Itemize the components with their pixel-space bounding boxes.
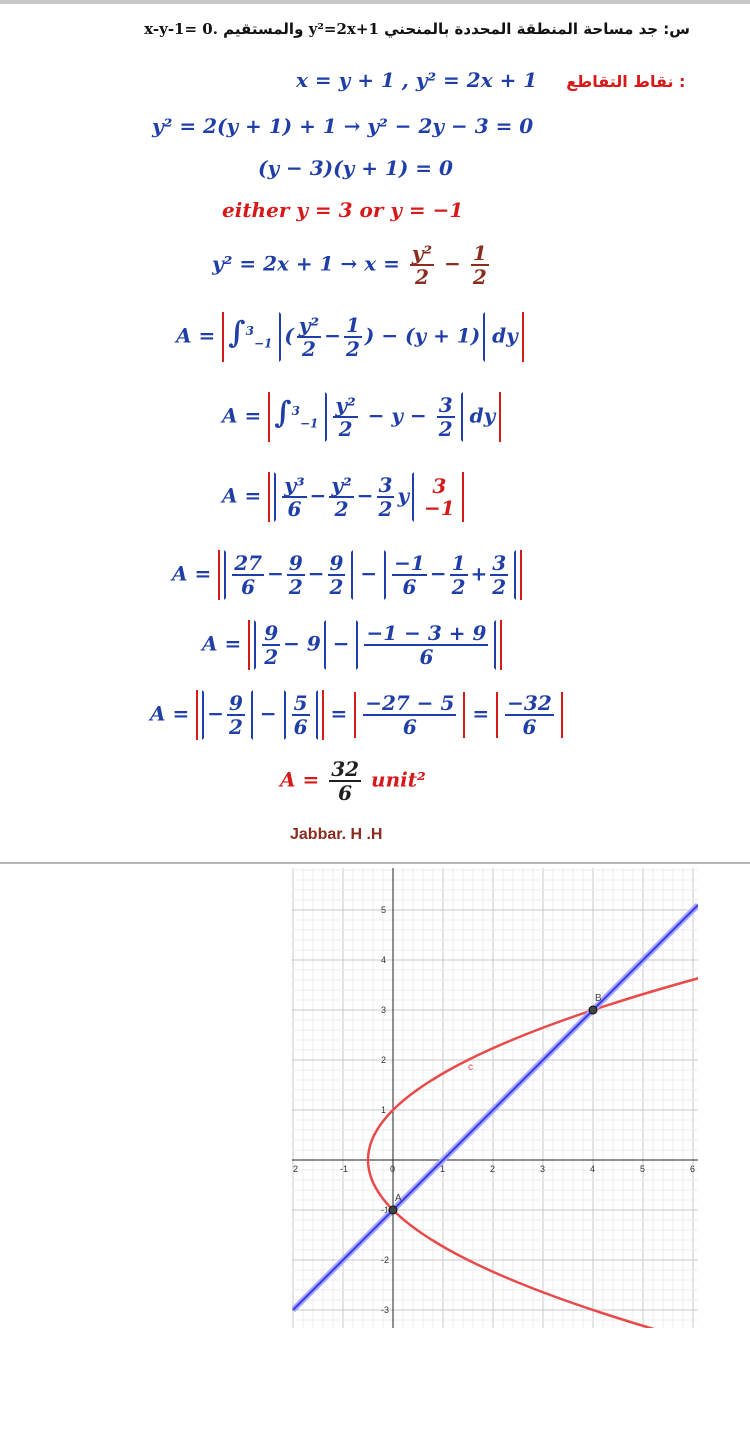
line-x-y-1 [293,905,698,1310]
x-tick-label: 5 [640,1164,646,1174]
integrand-middle: − y − [367,403,427,428]
fraction-1-over-2: $\frac{1}{2}$ [472,241,487,289]
area-symbol: A = [222,403,262,428]
author-name: Jabbar. H .H [290,826,383,843]
absolute-value-3: $\frac{-32}{6}$ [496,692,563,738]
dy: dy [492,323,518,348]
integral-sign: ∫ [274,395,292,431]
graph-grid [292,868,698,1328]
factored-equation: (y − 3)(y + 1) = 0 [258,156,453,180]
integral-sign: ∫ [228,315,246,351]
area-symbol: A = [176,323,216,348]
y-tick-label: 1 [381,1105,387,1115]
area-symbol: A = [222,483,262,508]
y-tick-label: -1 [381,1205,390,1215]
x-tick-label: 3 [540,1164,546,1174]
absolute-value: − $\frac{9}{2}$ − $\frac{5}{6}$ [196,690,323,740]
absolute-value [268,472,464,522]
point-a [389,1206,397,1214]
y-tick-label: 2 [381,1055,387,1065]
curve-label: c [468,1062,473,1073]
absolute-value: $\frac{27}{6}$ − $\frac{9}{2}$ − $\frac{9}{2}$ − $\frac{-1}{6}$ − $\frac{1}{2}$ + $\frac{3}{2}$ [218,550,522,600]
point-b-label: B [595,993,602,1004]
lower-limit: −1 [253,336,273,351]
x-tick-label: 6 [690,1164,696,1174]
point-b [589,1006,597,1014]
area-integral-1 [176,312,524,362]
equation-line-1 [296,68,685,92]
simplify-line-1: A = $\frac{9}{2}$ − 9 − $\frac{-1 - 3 + 9}{6}$ [202,620,502,670]
fraction-3-over-2: $\frac{3}{2}$ [378,473,393,521]
dy: dy [469,403,496,428]
upper-limit: 3 [245,323,254,338]
simplify-line-2: A = − $\frac{9}{2}$ − $\frac{5}{6}$ = $\frac{-27 - 5}{6}$ = $\frac{-32}{6}$ [150,690,563,740]
y-tick-label: 5 [381,905,387,915]
graph [292,868,698,1328]
divider [0,862,750,864]
equation-line-5 [212,242,492,288]
antiderivative-bracket: $\frac{\text{y³}}{6}$ − $\frac{\text{y²}}{2}$ − $\frac{3}{2}$ y [274,472,414,522]
equation-line-3 [258,156,453,180]
x-in-terms-of-y: y² = 2x + 1 → x = [212,251,400,276]
evaluation-limits: 3 −1 [424,474,455,520]
y-tick-label: -3 [381,1305,390,1315]
fraction-y2-over-2: $\frac{\text{y²}}{2}$ [335,393,356,441]
intersection-label: نقاط التقاطع : [566,72,686,91]
x-tick-label: 2 [293,1164,299,1174]
lower-evaluation: $\frac{-1}{6}$ − $\frac{1}{2}$ + $\frac{3}{2}$ [384,550,516,600]
intersection-equations: x = y + 1 , y² = 2x + 1 [296,68,538,92]
fraction-y2-over-2: $\frac{\text{y²}}{2}$ [411,241,433,289]
antiderivative-line [222,472,464,522]
integrand-bracket [325,392,462,442]
equation-line-2 [152,114,533,138]
substituted-limits-line: A = $\frac{27}{6}$ − $\frac{9}{2}$ − $\frac{9}{2}$ − $\frac{-1}{6}$ − $\frac{1}{2}$ + $\frac{3}{2}$ [172,550,522,600]
equation-line-4 [222,198,463,222]
point-a-label: A [395,1193,402,1204]
y-tick-label: 3 [381,1005,387,1015]
y-tick-label: 4 [381,955,387,965]
question-line: x-y-1= 0. [144,20,218,38]
question-text [144,20,690,38]
x-tick-label: 2 [490,1164,496,1174]
absolute-value [222,312,524,362]
integrand-bracket: ( $\frac{\text{y²}}{2}$ − $\frac{1}{2}$ ) − (y + 1) [279,312,485,362]
fraction-1-over-2: $\frac{1}{2}$ [345,313,360,361]
x-tick-label: -1 [340,1164,349,1174]
question-middle: والمستقيم [223,20,304,38]
absolute-value: ∫$^3_{-1}$ $\frac{\text{y²}}{2}$ − y − $\frac{3}{2}$ dy [268,392,501,442]
integrand-tail: − (y + 1) [381,323,481,348]
fraction-y2-over-2: $\frac{\text{y²}}{2}$ [298,313,320,361]
fraction-32-over-6: $\frac{32}{6}$ [331,757,360,805]
unit-squared: unit² [371,767,426,792]
fraction-y2-over-2: $\frac{\text{y²}}{2}$ [331,473,352,521]
final-answer: A = $\frac{32}{6}$ unit² [280,757,426,805]
absolute-value-2: $\frac{-27 - 5}{6}$ [354,692,465,738]
x-tick-label: 4 [590,1164,596,1174]
x-tick-label: 1 [440,1164,446,1174]
question-prefix: س: جد مساحة المنطقة المحددة بالمنحني [384,20,690,38]
substitution-equation: y² = 2(y + 1) + 1 → y² − 2y − 3 = 0 [152,114,534,138]
y-tick-label: -2 [381,1255,390,1265]
minus-sign: − [444,251,461,276]
upper-evaluation: $\frac{27}{6}$ − $\frac{9}{2}$ − $\frac{9}{2}$ [224,550,353,600]
question-curve: y²=2x+1 [308,20,379,38]
area-integral-2 [222,392,501,442]
fraction-3-over-2: $\frac{3}{2}$ [438,393,453,441]
fraction-y3-over-6: $\frac{\text{y³}}{6}$ [284,473,305,521]
absolute-value: $\frac{9}{2}$ − 9 − $\frac{-1 - 3 + 9}{6}$ [248,620,502,670]
top-border [0,0,750,4]
roots-equation: either y = 3 or y = −1 [222,198,464,222]
x-tick-label: 0 [390,1164,396,1174]
